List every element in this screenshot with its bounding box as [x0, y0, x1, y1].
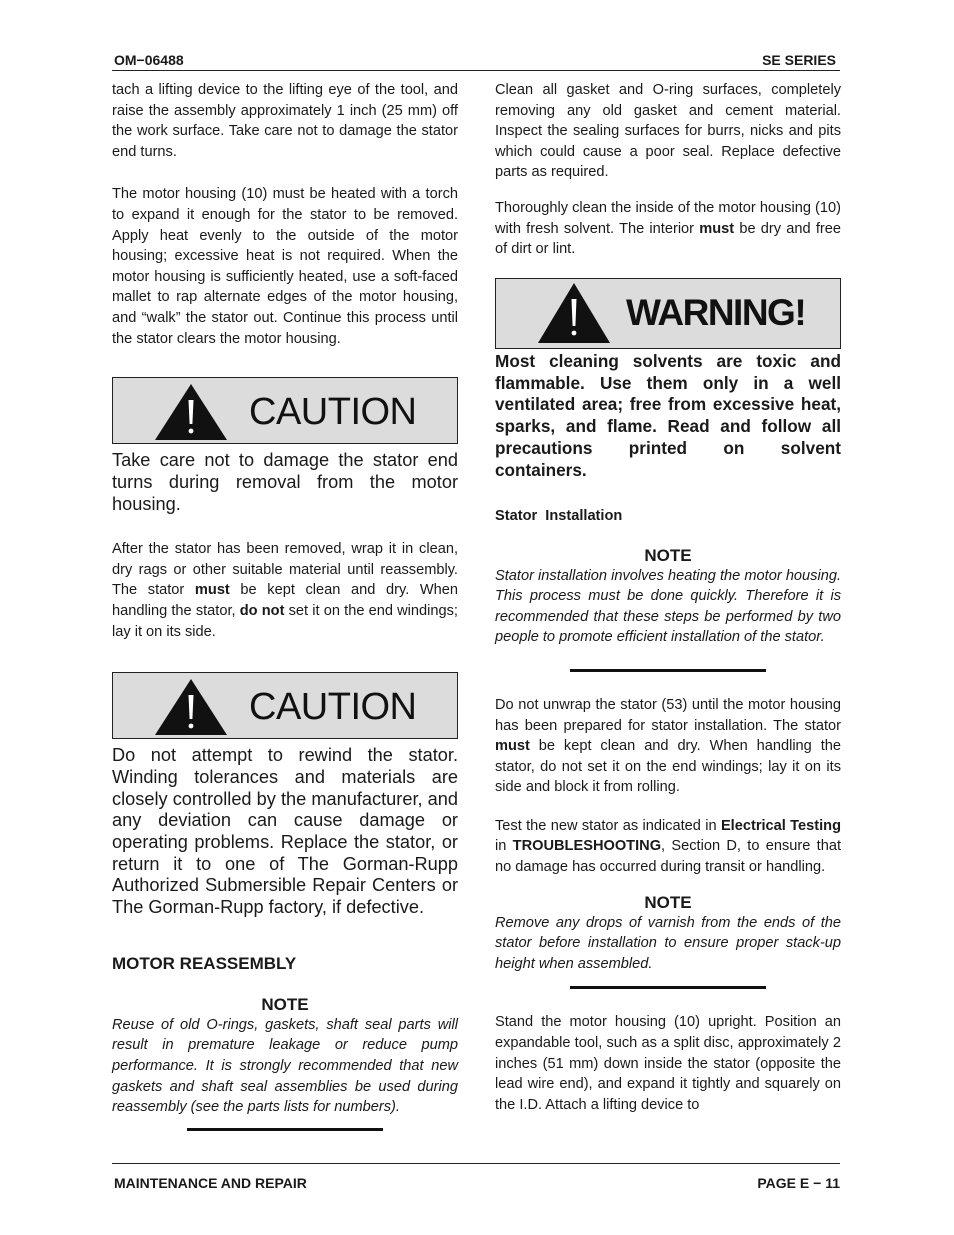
paragraph: Do not unwrap the stator (53) until the motor housing has been prepared for stator installation. The stator must be kept clean and dry. When handling the stator, do not set it on the end windings; lay it on its side and block it from rolling.	[495, 696, 841, 796]
caution-text: Do not attempt to rewind the stator. Winding tolerances and materials are closely controlled by the manufacturer, and any deviation can cause damage or operating problems. Replace the stator, or return it to one of The Gorman-Rupp Authorized Submersible Repair Centers or The Gorman-Rupp factory, if defective.	[112, 745, 458, 918]
left-column	[112, 80, 458, 1131]
paragraph: Stand the motor housing (10) upright. Position an expandable tool, such as a split disc, approximately 2 inches (51 mm) down inside the stator (opposite the lead wire end), and expand it tightly and squarely on the I.D. Attach a lifting device to	[495, 1014, 841, 1113]
warning-triangle-icon	[153, 677, 229, 737]
paragraph: Clean all gasket and O-ring surfaces, completely removing any old gasket and cement material. Inspect the sealing surfaces for burrs, nicks and pits which could cause a poor seal. Replace defective parts as required.	[495, 82, 841, 181]
warning-sign	[495, 278, 841, 349]
series-label: SE SERIES	[762, 52, 836, 68]
note-title: NOTE	[644, 892, 692, 912]
paragraph: tach a lifting device to the lifting eye of the tool, and raise the assembly approximately 1 inch (25 mm) off the work surface. Take care not to damage the stator end turns.	[112, 82, 458, 160]
caution-sign	[112, 672, 458, 739]
paragraph: Test the new stator as indicated in Electrical Testing in TROUBLESHOOTING, Section D, to ensure that no damage has occurred during transit or handling.	[495, 817, 842, 876]
note-text: Remove any drops of varnish from the ends of the stator before installation to ensure proper stack-up height when assembled.	[495, 914, 841, 972]
footer-rule	[112, 1163, 840, 1164]
doc-number: OM−06488	[114, 52, 184, 68]
caution-word: CAUTION	[249, 391, 417, 434]
right-column	[495, 80, 841, 1115]
caution-text: Take care not to damage the stator end turns during removal from the motor housing.	[112, 450, 458, 514]
warning-word: WARNING!	[626, 291, 806, 333]
footer-section: MAINTENANCE AND REPAIR	[114, 1175, 307, 1191]
caution-sign	[112, 377, 458, 444]
page-number: PAGE E − 11	[757, 1175, 840, 1191]
header-rule	[112, 70, 840, 71]
paragraph: The motor housing (10) must be heated with a torch to expand it enough for the stator to be removed. Apply heat evenly to the outside of the motor housing; excessive heat is not required. When the motor housing is sufficiently heated, use a soft-faced mallet to rap alternate edges of the motor housing, and “walk” the stator out. Continue this process until the stator clears the motor housing.	[112, 186, 458, 347]
subsection-title: Stator Installation	[495, 507, 623, 524]
note-title: NOTE	[644, 545, 692, 565]
warning-triangle-icon	[153, 382, 229, 442]
paragraph: After the stator has been removed, wrap it in clean, dry rags or other suitable material until reassembly. The stator must be kept clean and dry. When handling the stator, do not set it on the end windings; lay it on its side.	[112, 541, 459, 640]
note-text: Reuse of old O-rings, gaskets, shaft seal parts will result in premature leakage or reduce pump performance. It is strongly recommended that new gaskets and shaft seal assemblies be used during reassembly (see the parts lists for numbers).	[112, 1016, 458, 1116]
warning-triangle-icon	[536, 281, 612, 345]
note-title: NOTE	[261, 994, 309, 1014]
section-title: MOTOR REASSEMBLY	[112, 953, 297, 973]
note-text: Stator installation involves heating the motor housing. This process must be done quickly. Therefore it is recommended that these steps be performed by two people to promote efficient installation of the stator.	[495, 567, 841, 646]
paragraph: Thoroughly clean the inside of the motor housing (10) with fresh solvent. The interior must be dry and free of dirt or lint.	[495, 199, 841, 258]
note-divider	[187, 1128, 383, 1131]
warning-text: Most cleaning solvents are toxic and flammable. Use them only in a well ventilated area; free from excessive heat, sparks, and flame. Read and follow all precautions printed on solvent containers.	[495, 350, 841, 480]
caution-word: CAUTION	[249, 686, 417, 729]
